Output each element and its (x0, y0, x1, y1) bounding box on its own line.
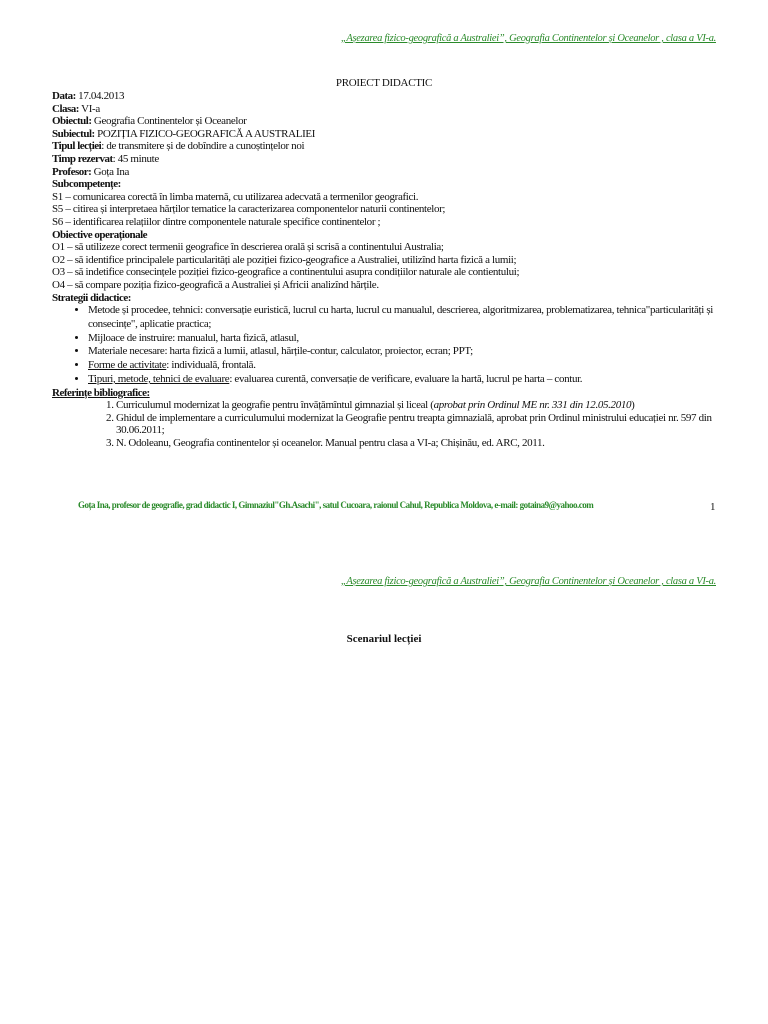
page-footer: Goța Ina, profesor de geografie, grad didactic I, Gimnaziul"Gh.Asachi", satul Cucoara, raionul Cahul, Republica Moldova, e-mail: gotaina9@yahoo.com (78, 500, 594, 510)
strategie-text: : individuală, frontală. (166, 359, 256, 372)
strategie-item (88, 304, 732, 332)
field-label: Data: (52, 90, 76, 102)
strategie-item (88, 359, 732, 373)
field-value: Goța Ina (91, 165, 130, 178)
strategie-label: Tipuri, metode, tehnici de evaluare (88, 373, 230, 386)
field-label: Clasa: (52, 102, 79, 115)
field-value: Geografia Continentelor și Oceanelor (91, 115, 247, 128)
page-number: 1 (710, 501, 716, 513)
obiectiv-item: O3 – să indetifice consecințele poziției fizico-geografice a continentului asupra condițiilor naturale ale contientului; (52, 266, 520, 279)
scenariul-heading: Scenariul lecției (346, 633, 422, 645)
field-row (52, 115, 732, 128)
document-body (52, 90, 732, 449)
field-value: 17.04.2013 (75, 90, 125, 102)
referinta-text: Curriculumul modernizat la geografie pentru învățămîntul gimnazial și liceal ( (116, 399, 434, 412)
field-value: : de transmitere și de dobîndire a cunoștințelor noi (101, 140, 305, 153)
document-title: PROIECT DIDACTIC (335, 77, 433, 89)
page-header: „Așezarea fizico-geografică a Australiei”, Geografia Continentelor și Oceanelor , clasa a VI-a. (340, 33, 716, 44)
field-row (52, 90, 732, 103)
obiectiv-item: O4 – să compare poziția fizico-geografică a Australiei și Africii analizînd hărțile. (52, 278, 379, 291)
referinte-heading: Referințe bibliografice: (52, 386, 150, 399)
subcompetenta-item: S6 – identificarea relațiilor dintre componentele naturale specifice continentelor ; (52, 215, 381, 228)
subcompetenta-item: S1 – comunicarea corectă în limba maternă, cu utilizarea adecvată a termenilor geografici. (52, 190, 419, 203)
strategie-text: Metode și procedee, tehnici: conversație euristică, lucrul cu harta, lucrul cu manualul, descrierea, algoritmizarea, problematizarea, tehnica"particularități și consecințe", aplicatie practica; (88, 304, 713, 330)
subcompetenta-item: S5 – citirea și interpretaea hărților tematice la caracterizarea componentelor naturii continentelor; (52, 203, 446, 216)
field-value: : 45 minute (112, 152, 159, 165)
field-row (52, 128, 732, 141)
strategie-text: Materiale necesare: harta fizică a lumii, atlasul, hărțile-contur, calculator, proiector, ecran; PPT; (88, 345, 473, 358)
strategie-text: : evaluarea curentă, conversație de verificare, evaluare la hartă, lucrul pe harta – contur. (229, 373, 583, 386)
field-row (52, 103, 732, 116)
strategie-label: Forme de activitate (88, 359, 167, 372)
field-value: VI-a (78, 102, 100, 115)
referinta-item (116, 437, 732, 449)
strategie-item (88, 373, 732, 387)
strategie-text: Mijloace de instruire: manualul, harta fizică, atlasul, (88, 331, 299, 344)
referinta-text: Ghidul de implementare a curriculumului modernizat la Geografie pentru treapta gimnazială, aprobat prin Ordinul ministrului educației nr. 597 din 30.06.2011; (116, 411, 712, 437)
strategie-item (88, 345, 732, 359)
referinta-item (116, 399, 732, 411)
field-label: Profesor: (52, 165, 92, 178)
referinta-text: N. Odoleanu, Geografia continentelor și oceanelor. Manual pentru clasa a VI-a; Chișinău, ed. ARC, 2011. (116, 436, 545, 449)
obiectiv-item: O1 – să utilizeze corect termenii geografice în descrierea orală și scrisă a continentului Australia; (52, 241, 444, 254)
field-label: Tipul lecției (52, 140, 102, 153)
strategie-item (88, 332, 732, 346)
field-label: Obiectul: (52, 115, 92, 128)
obiectiv-item: O2 – să identifice principalele particularități ale poziției fizico-geografice a Australiei, utilizînd harta fizică a lumii; (52, 253, 517, 266)
field-row (52, 140, 732, 153)
field-label: Subiectul: (52, 127, 95, 140)
strategii-heading: Strategii didactice: (52, 291, 131, 304)
strategii-list (52, 304, 732, 387)
field-row (52, 166, 732, 179)
referinta-item (116, 412, 732, 437)
field-value: POZIȚIA FIZICO-GEOGRAFICĂ A AUSTRALIEI (94, 127, 316, 140)
page2-header: „Așezarea fizico-geografică a Australiei”, Geografia Continentelor și Oceanelor , clasa a VI-a. (340, 576, 716, 587)
subcompetente-heading: Subcompetențe: (52, 178, 121, 191)
referinte-list (52, 399, 732, 449)
obiective-heading: Obiective operaționale (52, 228, 148, 241)
field-label: Timp rezervat (52, 152, 113, 165)
field-row (52, 153, 732, 166)
referinta-note: aprobat prin Ordinul ME nr. 331 din 12.05.2010 (433, 399, 632, 412)
referinta-end: ) (631, 399, 635, 412)
